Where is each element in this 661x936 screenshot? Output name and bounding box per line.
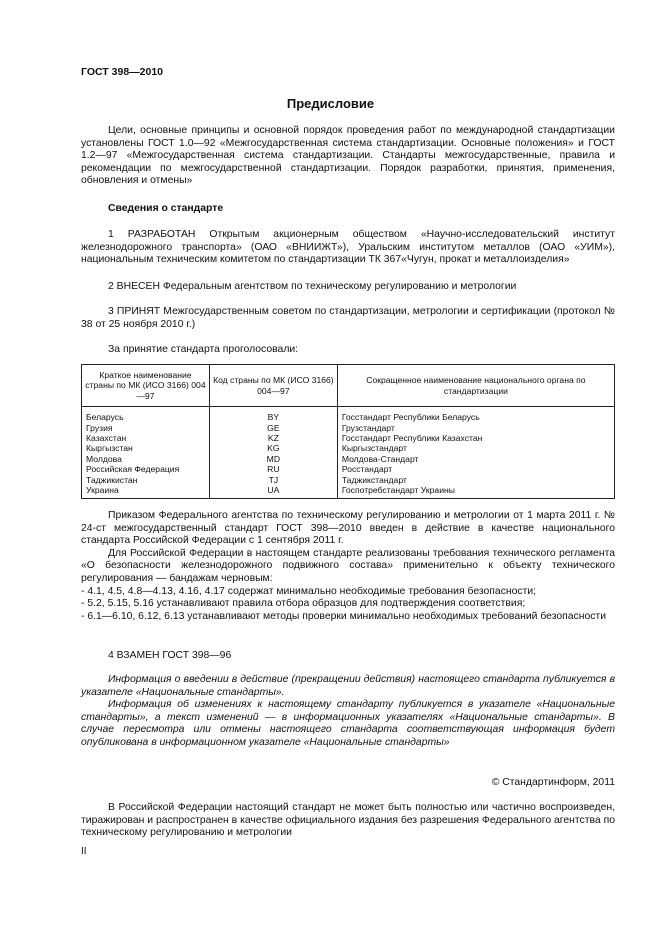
table-row — [82, 454, 615, 464]
cell-body: Грузстандарт — [337, 423, 614, 433]
cell-country: Беларусь — [82, 407, 210, 423]
column-header-code: Код страны по МК (ИСО 3166) 004—97 — [209, 365, 337, 407]
cell-country: Казахстан — [82, 433, 210, 443]
regulation-paragraph: Для Российской Федерации в настоящем стандарте реализованы требования технического регламента «О безопасности железнодорожного подвижного состава» применительно к объекту технического регулирования — бандажам черновым: — [81, 547, 615, 584]
about-heading-block — [81, 203, 615, 216]
voting-table — [81, 364, 615, 499]
table-row — [82, 485, 615, 499]
cell-country: Молдова — [82, 454, 210, 464]
table-row — [82, 423, 615, 433]
item2-block — [81, 281, 615, 294]
cell-country: Российская Федерация — [82, 464, 210, 474]
item1-block — [81, 229, 615, 267]
cell-body: Кыргызстандарт — [337, 443, 614, 453]
cell-body: Госпотребстандарт Украины — [337, 485, 614, 499]
table-row — [82, 433, 615, 443]
requirement-item: - 5.2, 5.15, 5.16 устанавливают правила отбора образцов для подтверждения соответствия; — [81, 598, 526, 610]
cell-code: UA — [209, 485, 337, 499]
column-header-body: Сокращенное наименование национального органа по стандартизации — [337, 365, 614, 407]
standard-header: ГОСТ 398—2010 — [81, 66, 164, 78]
table-row — [82, 407, 615, 423]
notice-paragraph: Информация о введении в действие (прекращении действия) настоящего стандарта публикуется в указателе «Национальные стандарты». — [81, 674, 615, 698]
item3-block — [81, 306, 615, 331]
intro-paragraph: Цели, основные принципы и основной порядок проведения работ по международной стандартизации установлены ГОСТ 1.0—92 «Межгосударственная система стандартизации. Основные положения» и ГОСТ 1.2—97 «Межгосударственная система стандартизации. Стандарты межгосударственные, правила и рекомендации по межгосударственной стандартизации. Порядок разработки, принятия, применения, обновления и отмены» — [81, 125, 615, 187]
item4-block — [81, 650, 615, 663]
cell-body: Госстандарт Республики Беларусь — [337, 407, 614, 423]
cell-code: MD — [209, 454, 337, 464]
item-introduced: 2 ВНЕСЕН Федеральным агентством по техническому регулированию и метрологии — [108, 281, 517, 292]
order-paragraph: Приказом Федерального агентства по техническому регулированию и метрологии от 1 марта 2011 г. № 24-ст межгосударственный стандарт ГОСТ 398—2010 введен в действие в качестве национального стандарта Российской Федерации с 1 сентября 2011 г. — [81, 510, 615, 547]
cell-code: KZ — [209, 433, 337, 443]
table-row — [82, 443, 615, 453]
column-header-country: Краткое наименование страны по МК (ИСО 3166) 004—97 — [82, 365, 210, 407]
notice-block — [81, 674, 615, 750]
voted-block — [81, 344, 615, 357]
item-developed: 1 РАЗРАБОТАН Открытым акционерным обществом «Научно-исследовательский институт железнодорожного транспорта» (ОАО «ВНИИЖТ»), Уральским институтом металлов (ОАО «УИМ»), национальным техническим комитетом по стандартизации ТК 367«Чугун, прокат и металлоизделия» — [81, 229, 615, 266]
cell-code: BY — [209, 407, 337, 423]
cell-country: Украина — [82, 485, 210, 499]
cell-body: Росстандарт — [337, 464, 614, 474]
cell-country: Кыргызстан — [82, 443, 210, 453]
cell-code: RU — [209, 464, 337, 474]
requirement-item: - 6.1—6.10, 6.12, 6.13 устанавливают методы проверки минимально необходимых требований безопасности — [81, 610, 607, 622]
foreword-title: Предисловие — [286, 96, 375, 111]
intro-block — [81, 125, 615, 188]
cell-code: GE — [209, 423, 337, 433]
item-adopted: 3 ПРИНЯТ Межгосударственным советом по стандартизации, метрологии и сертификации (протокол № 38 от 25 ноября 2010 г.) — [81, 306, 615, 330]
about-heading: Сведения о стандарте — [108, 203, 224, 214]
requirement-item: - 4.1, 4.5, 4.8—4.13, 4.16, 4.17 содержат минимально необходимые требования безопасности; — [81, 585, 537, 597]
page-number: II — [81, 846, 87, 857]
table-row — [82, 475, 615, 485]
table-header-row — [82, 365, 615, 407]
cell-body: Таджикстандарт — [337, 475, 614, 485]
table-row — [82, 464, 615, 474]
cell-country: Грузия — [82, 423, 210, 433]
order-block — [81, 510, 615, 623]
reproduction-block — [81, 802, 615, 840]
cell-body: Госстандарт Республики Казахстан — [337, 433, 614, 443]
cell-code: KG — [209, 443, 337, 453]
cell-country: Таджикистан — [82, 475, 210, 485]
copyright-block — [81, 777, 615, 790]
reproduction-notice: В Российской Федерации настоящий стандарт не может быть полностью или частично воспроизведен, тиражирован и распространен в качестве официального издания без разрешения Федерального агентства по техническому регулированию и метрологии — [81, 802, 615, 839]
item-replaces: 4 ВЗАМЕН ГОСТ 398—96 — [108, 650, 232, 661]
notice-paragraph: Информация об изменениях к настоящему стандарту публикуется в указателе «Национальные стандарты», а текст изменений — в информационных указателях «Национальные стандарты». В случае пересмотра или отмены настоящего стандарта соответствующая информация будет опубликована в информационном указателе «Национальные стандарты» — [81, 699, 615, 748]
cell-body: Молдова-Стандарт — [337, 454, 614, 464]
cell-code: TJ — [209, 475, 337, 485]
copyright: © Стандартинформ, 2011 — [491, 777, 615, 788]
voted-caption: За принятие стандарта проголосовали: — [108, 344, 299, 355]
